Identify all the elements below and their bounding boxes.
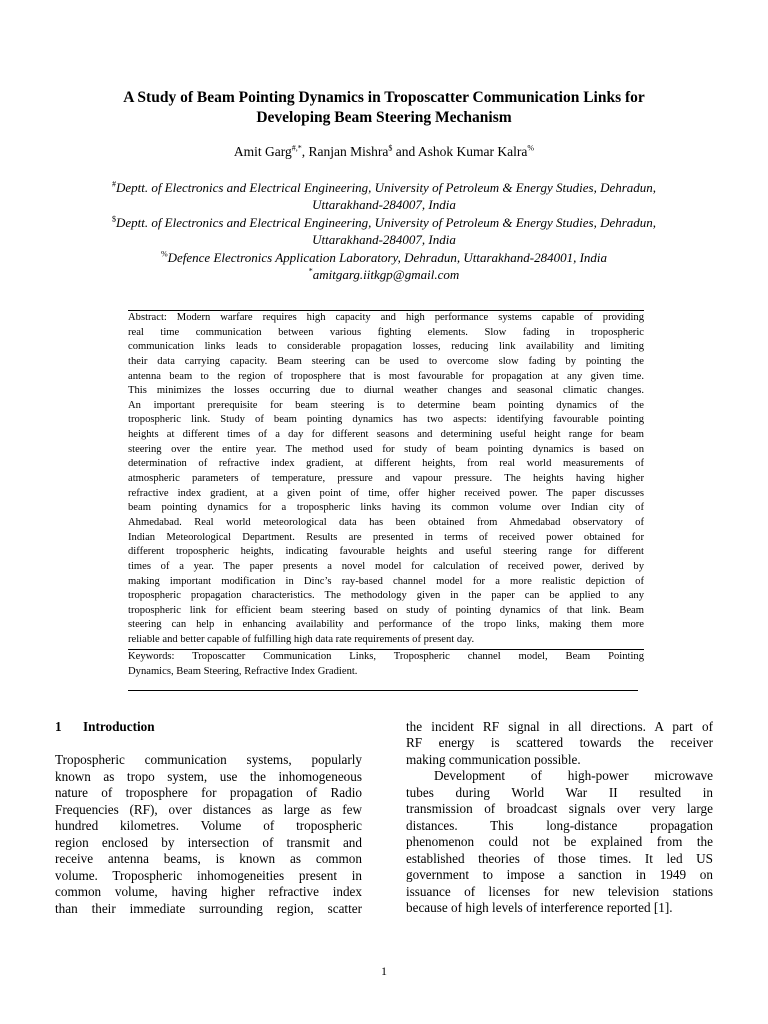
- section-heading: [55, 719, 362, 735]
- text-line: atmospheric parameters of temperature, pressure and vapour pressure. The heights having higher: [128, 473, 644, 485]
- text-line: volume. Tropospheric inhomogeneities present in: [55, 867, 362, 883]
- affil-text: Deptt. of Electronics and Electrical Engineering, University of Petroleum & Energy Studies, Dehradun,: [115, 180, 657, 195]
- text-line: Frequencies (RF), over distances as large as few: [55, 801, 362, 817]
- text-line: distances. This long-distance propagation: [406, 817, 713, 833]
- text-line: times of a year. The paper presents a novel model for calculation of received power, derived by: [128, 560, 644, 572]
- text-line: tropospheric link for efficient beam steering based on study of pointing dynamics of that link. Beam: [128, 604, 644, 616]
- text-line: Development of high-power microwave: [434, 768, 713, 784]
- text-line: tropospheric propagation characteristics. The methodology given in the paper can be applied to any: [128, 590, 644, 602]
- right-column: [406, 719, 713, 916]
- text-line: issuance of licenses for new television stations: [406, 883, 713, 899]
- text-line: their data carrying capacity. Beam steering can be used to overcome slow fading by pointing the: [128, 355, 644, 367]
- keywords-paragraph: [128, 650, 644, 679]
- text-line: than their immediate surrounding region, scatter: [55, 900, 362, 916]
- text-line: the incident RF signal in all directions. A part of: [406, 719, 713, 734]
- text-line: An important prerequisite for beam steering is to determine beam pointing dynamics of the: [128, 399, 644, 411]
- text-line: nature of troposphere for propagation of Radio: [55, 785, 362, 801]
- author-list: [60, 144, 708, 160]
- section-number: 1: [55, 719, 62, 734]
- title-line: Developing Beam Steering Mechanism: [256, 109, 512, 126]
- text-line: Indian Meteorological Department. Results are presented in terms of received power obtained for: [128, 531, 644, 543]
- text-line: RF energy is scattered towards the receiver: [406, 735, 713, 751]
- text-line: beam pointing dynamics for a tropospheric links having its common volume over Indian city of: [128, 502, 644, 514]
- email-mark: *: [308, 266, 313, 276]
- affil-text: Defence Electronics Application Laboratory, Dehradun, Uttarakhand-284001, India: [167, 249, 608, 265]
- text-line: Ahmedabad. Real world meteorological data has been obtained from Ahmedabad observatory of: [128, 516, 644, 528]
- text-line: Dynamics, Beam Steering, Refractive Index Gradient.: [128, 665, 358, 677]
- affil-mark: #: [111, 179, 116, 189]
- email-line: [40, 266, 728, 283]
- text-line: Tropospheric communication systems, popularly: [55, 752, 362, 768]
- page-number: 1: [381, 964, 387, 978]
- text-line: common volume, having higher refractive index: [55, 884, 362, 900]
- author-name: Amit Garg: [233, 144, 292, 159]
- text-line: known as tropo system, use the inhomogeneous: [55, 768, 362, 784]
- intro-paragraph-1-continued: [406, 719, 713, 768]
- affiliation-line: [40, 179, 728, 196]
- text-line: Abstract: Modern warfare requires high capacity and high performance systems capable of providing: [128, 312, 644, 323]
- text-line: This minimizes the losses occurring due to diurnal weather changes and seasonal climatic changes.: [128, 385, 644, 397]
- affiliation-line: [40, 214, 728, 231]
- text-line: tubes during World War II resulted in: [406, 784, 713, 800]
- left-column: [55, 719, 362, 917]
- author-name: Ashok Kumar Kalra: [417, 144, 528, 159]
- author-separator: and: [392, 144, 418, 159]
- text-line: making communication possible.: [406, 751, 581, 767]
- author-affil-mark: $: [388, 143, 393, 153]
- author-name: Ranjan Mishra: [308, 144, 389, 159]
- text-line: tropospheric link. Study of beam pointing dynamics has two aspects: identifying favourable pointing: [128, 414, 644, 426]
- text-line: real time communication between various fighting elements. Slow fading in tropospheric: [128, 326, 644, 338]
- text-line: reliable and better capable of fulfilling high data rate requirements of present day.: [128, 634, 475, 646]
- text-line: heights at different times of a day for different seasons and determining useful height range for beam: [128, 429, 644, 441]
- abstract-paragraph: [128, 311, 644, 648]
- paper-title: [60, 88, 708, 128]
- affil-mark: %: [160, 249, 168, 259]
- text-line: established theories of those times. It led US: [406, 850, 713, 866]
- text-line: antenna beam to the region of troposphere that is most favourable for propagation at any given time.: [128, 370, 644, 382]
- text-line: steering over the entire year. The method used for study of beam pointing dynamics is based on: [128, 443, 644, 455]
- text-line: steering can help in enhancing availability and performance of the tropo links, making them more: [128, 619, 644, 631]
- affiliation-line: Uttarakhand-284007, India: [312, 232, 456, 248]
- text-line: receive antenna beams, is known as common: [55, 851, 362, 867]
- text-line: different tropospheric heights, indicating favourable heights and useful steering range for different: [128, 546, 644, 558]
- text-line: communication links leads to considerable propagation losses, reducing link availability and limiting: [128, 341, 644, 353]
- text-line: Keywords: Troposcatter Communication Links, Tropospheric channel model, Beam Pointing: [128, 651, 644, 662]
- author-separator: ,: [301, 144, 309, 159]
- affil-mark: $: [111, 214, 116, 224]
- affiliations: [40, 179, 728, 283]
- corresponding-email[interactable]: amitgarg.iitkgp@gmail.com: [312, 267, 460, 283]
- affiliation-line: [40, 249, 728, 266]
- text-line: making important modification in Dinc’s ray-based channel model for a more realistic depiction of: [128, 575, 644, 587]
- text-line: determination of refractive index gradient, at different heights, from real world measurements of: [128, 458, 644, 470]
- affiliation-line: Uttarakhand-284007, India: [312, 197, 456, 213]
- affil-text: Deptt. of Electronics and Electrical Engineering, University of Petroleum & Energy Studies, Dehradun,: [115, 214, 657, 230]
- author-affil-mark: %: [527, 143, 535, 153]
- intro-paragraph-1: [55, 752, 362, 917]
- text-line: region enclosed by intersection of transmit and: [55, 834, 362, 850]
- author-affil-mark: #,*: [291, 143, 302, 153]
- intro-paragraph-2: [406, 768, 713, 916]
- text-line: transmission of broadcast signals over very large: [406, 801, 713, 817]
- title-line: A Study of Beam Pointing Dynamics in Troposcatter Communication Links for: [123, 89, 645, 106]
- text-line: government to impose a sanction in 1949 on: [406, 867, 713, 883]
- text-line: hundred kilometres. Volume of tropospheric: [55, 818, 362, 834]
- text-line: refractive index gradient, at a given point of time, offer higher received power. The paper discusses: [128, 487, 644, 499]
- section-title: Introduction: [83, 719, 155, 734]
- text-line: because of high levels of interference reported [1].: [406, 899, 673, 915]
- keywords-bottom-rule: [128, 690, 638, 691]
- text-line: phenomenon could not be explained from the: [406, 834, 713, 850]
